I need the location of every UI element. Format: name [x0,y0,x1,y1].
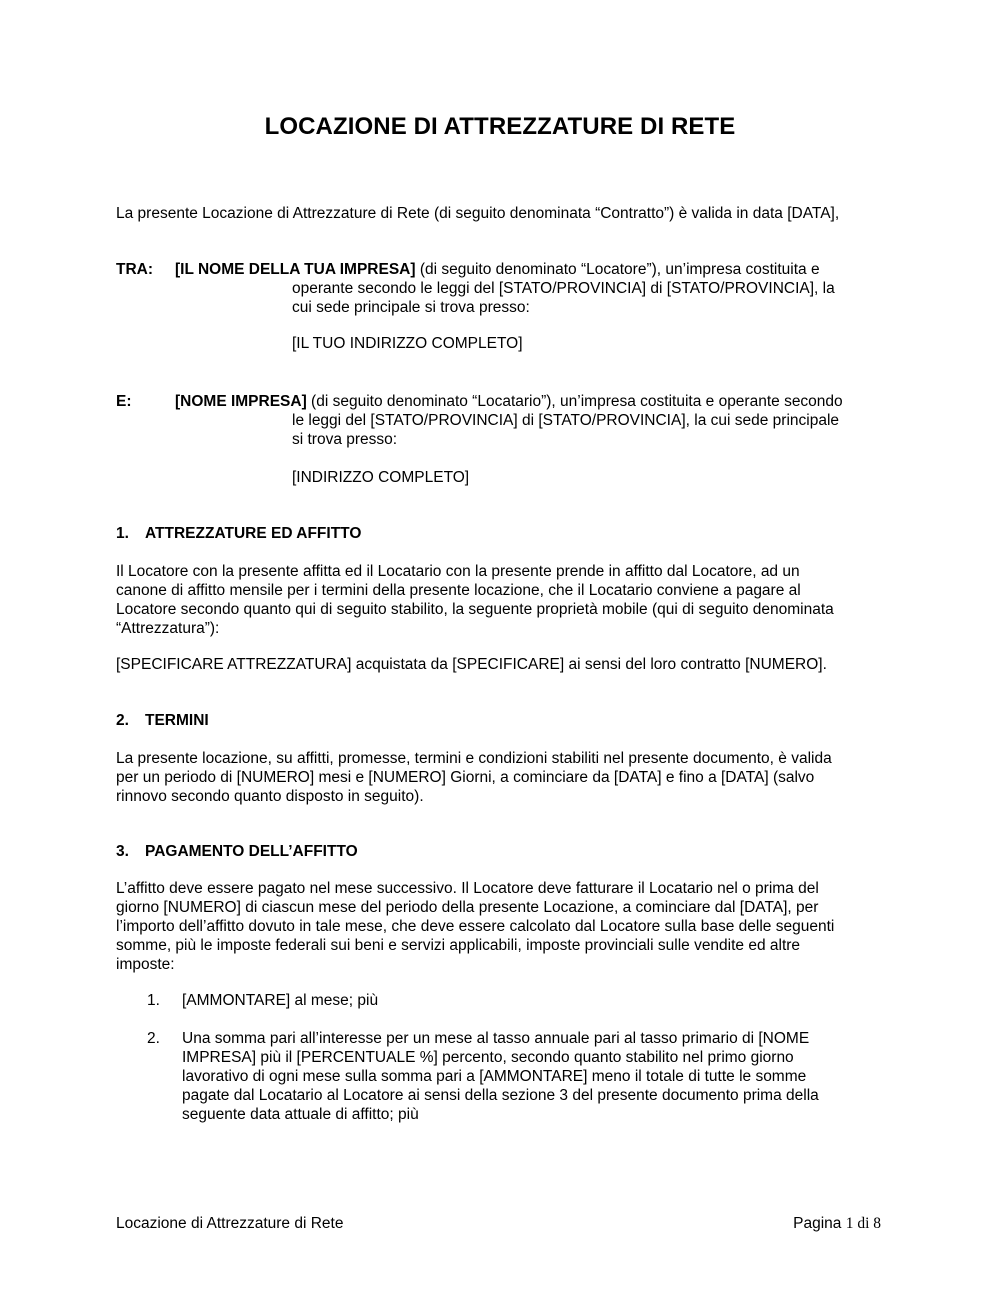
party-tra-name: [IL NOME DELLA TUA IMPRESA] [175,261,416,278]
section-2-heading [116,711,209,730]
text-line: seguente data attuale di affitto; più [182,1106,419,1123]
text-line: L’affitto deve essere pagato nel mese successivo. Il Locatore deve fatturare il Locatario nel o prima del [116,880,819,897]
list-item-2-text [182,1029,882,1124]
page-of: di [853,1215,874,1232]
party-e-line-3: si trova presso: [292,431,398,448]
text-line: Una somma pari all’interesse per un mese al tasso annuale pari al tasso primario di [NOME [182,1030,810,1047]
section-2-number: 2. [116,712,129,729]
section-3-paragraph [116,879,886,974]
text-line: lavorativo di ogni mese sulla somma pari a [AMMONTARE] meno il totale di tutte le somme [182,1068,807,1085]
section-1-title: ATTREZZATURE ED AFFITTO [145,525,362,542]
party-e-line-2: le leggi del [STATO/PROVINCIA] di [STATO/PROVINCIA], la cui sede principale [292,412,840,429]
section-3-number: 3. [116,843,129,860]
party-label-e: E: [116,393,132,410]
text-line: rinnovo secondo quanto disposto in seguito). [116,788,424,805]
party-e-name: [NOME IMPRESA] [175,393,307,410]
party-e-address: [INDIRIZZO COMPLETO] [292,469,470,486]
text-line: Il Locatore con la presente affitta ed il Locatario con la presente prende in affitto dal Locatore, ad un [116,563,800,580]
party-e-first-line [175,392,887,411]
text-line: IMPRESA] più il [PERCENTUALE %] percento, secondo quanto stabilito nel primo giorno [182,1049,794,1066]
text-line: giorno [NUMERO] di ciascun mese del periodo della presente Locazione, a cominciare dal [DATA], per [116,899,819,916]
party-tra-first-line [175,260,887,279]
party-e-desc: (di seguito denominato “Locatario”), un’impresa costituita e operante secondo [306,393,843,410]
page-label: Pagina [793,1215,846,1232]
text-line: pagate dal Locatario al Locatore ai sensi della sezione 3 del presente documento prima della [182,1087,819,1104]
section-3-heading [116,842,358,861]
footer-page-number [793,1214,881,1233]
party-label-tra: TRA: [116,261,154,278]
footer-document-title: Locazione di Attrezzature di Rete [116,1215,344,1232]
text-line: canone di affitto mensile per i termini della presente locazione, che il Locatario conviene a pagare al [116,582,801,599]
intro-paragraph: La presente Locazione di Attrezzature di Rete (di seguito denominata “Contratto”) è valida in data [DATA], [116,205,840,222]
section-1-heading [116,524,361,543]
list-item-1-text: [AMMONTARE] al mese; più [182,992,379,1009]
section-2-paragraph [116,749,886,806]
party-tra-desc: (di seguito denominato “Locatore”), un’impresa costituita e [415,261,820,278]
text-line: “Attrezzatura”): [116,620,220,637]
text-line: imposte: [116,956,175,973]
text-line: Locatore secondo quanto qui di seguito stabilito, la seguente proprietà mobile (qui di seguito denominata [116,601,834,618]
list-item-1-number: 1. [147,992,160,1009]
text-line: somme, più le imposte federali sui beni e servizi applicabili, imposte provinciali sulle vendite ed altre [116,937,801,954]
page-total: 8 [873,1215,881,1232]
section-1-number: 1. [116,525,129,542]
text-line: La presente locazione, su affitti, promesse, termini e condizioni stabiliti nel presente documento, è valida [116,750,832,767]
document-title: LOCAZIONE DI ATTREZZATURE DI RETE [264,113,736,140]
party-tra-line-3: cui sede principale si trova presso: [292,299,530,316]
party-tra-line-2: operante secondo le leggi del [STATO/PROVINCIA] di [STATO/PROVINCIA], la [292,280,835,297]
party-tra-address: [IL TUO INDIRIZZO COMPLETO] [292,335,523,352]
text-line: l’importo dell’affitto dovuto in tale mese, che deve essere calcolato dal Locatore sulla base delle seguenti [116,918,835,935]
list-item-2-number: 2. [147,1030,160,1047]
section-3-title: PAGAMENTO DELL’AFFITTO [145,843,358,860]
text-line: per un periodo di [NUMERO] mesi e [NUMERO] Giorni, a cominciare da [DATA] e fino a [DATA] (salvo [116,769,815,786]
section-2-title: TERMINI [145,712,209,729]
page-current: 1 [845,1215,854,1232]
section-1-paragraph-2: [SPECIFICARE ATTREZZATURA] acquistata da [SPECIFICARE] ai sensi del loro contratto [NUMERO]. [116,656,827,673]
section-1-paragraph-1 [116,562,886,638]
